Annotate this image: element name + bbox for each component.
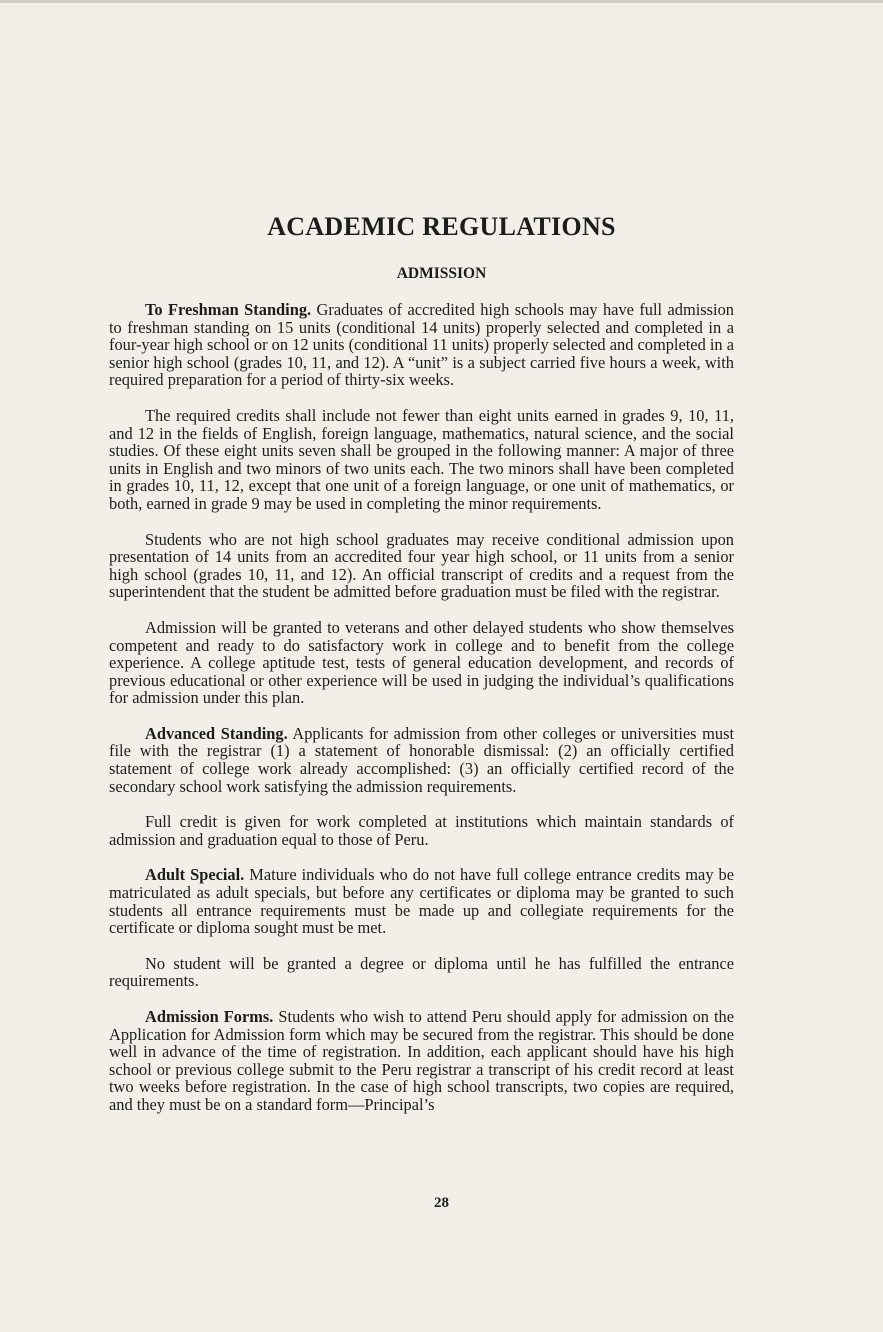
- paragraph-text: Students who wish to attend Peru should apply for admission on the Application for Admission form which may be secured from the registrar. This should be done well in advance of the time of registration. In addition, each applicant should have his high school or previous college submit to the Peru registrar a transcript of his credit record at least two weeks before registration. In the case of high school transcripts, two copies are required, and they must be on a standard form—Principal’s: [109, 1007, 734, 1114]
- paragraph-text: Mature individuals who do not have full college entrance credits may be matriculated as adult specials, but before any certificates or diploma may be granted to such students all entrance requirements must be made up and collegiate requirements for the certificate or diploma sought must be met.: [109, 865, 734, 938]
- page-edge-rule: [0, 0, 883, 3]
- body-text: [109, 301, 734, 1132]
- paragraph-degree-requirement: [109, 955, 734, 990]
- page-number: 28: [434, 1195, 449, 1211]
- paragraph-admission-forms: [109, 1008, 734, 1114]
- paragraph-text: No student will be granted a degree or diploma until he has fulfilled the entrance requirements.: [109, 953, 734, 991]
- paragraph-veterans: [109, 619, 734, 707]
- paragraph-text: Applicants for admission from other colleges or universities must file with the registrar (1) a statement of honorable dismissal: (2) an officially certified statement of college work already accomplished: (3) an officially certified record of the secondary school work satisfying the admission requirements.: [109, 723, 734, 796]
- section-heading-admission: ADMISSION: [396, 265, 487, 282]
- paragraph-adult-special: [109, 866, 734, 936]
- paragraph-text: Graduates of accredited high schools may have full admission to freshman standing on 15 units (conditional 14 units) properly selected and completed in a four-year high school or on 12 units (conditional 11 units) properly selected and completed in a senior high school (grades 10, 11, and 12). A “unit” is a subject carried five hours a week, with required preparation for a period of thirty-six weeks.: [109, 300, 734, 390]
- paragraph-text: Students who are not high school graduates may receive conditional admission upon presentation of 14 units from an accredited four year high school, or 11 units from a senior high school (grades 10, 11, and 12). An official transcript of credits and a request from the superintendent that the student be admitted before graduation must be filed with the registrar.: [109, 529, 734, 602]
- paragraph-text: Admission will be granted to veterans and other delayed students who show themselves competent and ready to do satisfactory work in college and to benefit from the college experience. A college aptitude test, tests of general education development, and records of previous educational or other experience will be used in judging the individual’s qualifications for admission under this plan.: [109, 617, 734, 708]
- paragraph-conditional-admission: [109, 531, 734, 601]
- paragraph-full-credit: [109, 813, 734, 848]
- paragraph-freshman-standing: [109, 301, 734, 389]
- paragraph-text: Full credit is given for work completed at institutions which maintain standards of admission and graduation equal to those of Peru.: [109, 812, 734, 849]
- paragraph-lead: Adult Special.: [145, 865, 245, 885]
- paragraph-lead: To Freshman Standing.: [145, 300, 312, 319]
- paragraph-lead: Admission Forms.: [145, 1007, 274, 1026]
- paragraph-advanced-standing: [109, 725, 734, 795]
- paragraph-required-credits: [109, 407, 734, 513]
- page-title: ACADEMIC REGULATIONS: [267, 212, 616, 241]
- paragraph-lead: Advanced Standing.: [145, 723, 288, 743]
- paragraph-text: The required credits shall include not fewer than eight units earned in grades 9, 10, 11, and 12 in the fields of English, foreign language, mathematics, natural science, and the social studies. Of these eight units seven shall be grouped in the following manner: A major of three units in English and two minors of two units each. The two minors shall have been completed in grades 10, 11, 12, except that one unit of a foreign language, or one unit of mathematics, or both, earned in grade 9 may be used in completing the minor requirements.: [109, 405, 734, 513]
